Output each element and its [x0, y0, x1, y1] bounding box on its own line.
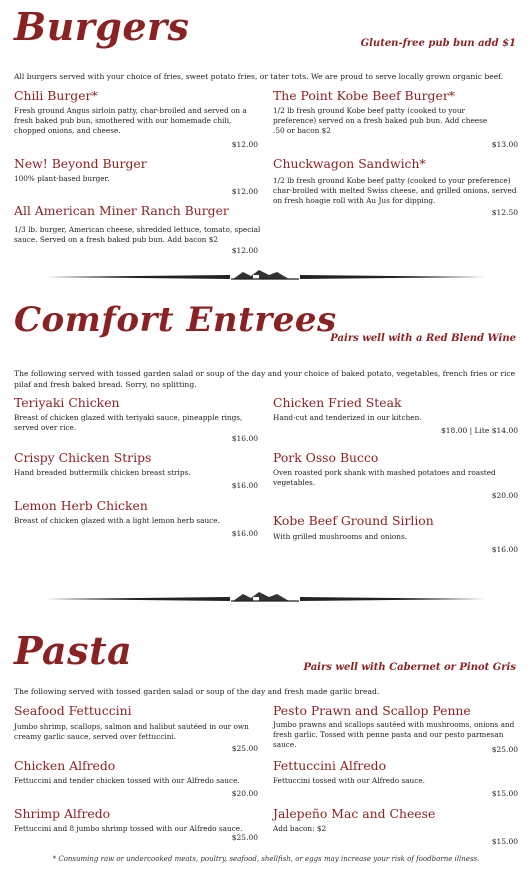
comfort-intro: The following served with tossed garden salad or soup of the day and your choice of baked potato, vegetables, french fries or rice pilaf and fresh baked bread. Sorry, no splitting. [14, 369, 516, 389]
menu-item-price: $15.00 [491, 789, 518, 798]
menu-item-desc: Fettuccini and 8 jumbo shrimp tossed with our Alfredo sauce. [14, 824, 243, 833]
menu-item-name: Seafood Fettuccini [14, 703, 132, 718]
menu-item-name: Chicken Fried Steak [273, 395, 402, 410]
mining-landscape-divider-icon [45, 268, 485, 282]
menu-item-price: $16.00 [231, 481, 258, 490]
menu-item-desc: 1/2 lb fresh ground Kobe beef patty (cooked to your preference) served on a fresh baked pub bun. Add cheese .50 or bacon $2 [273, 106, 488, 135]
menu-item-desc: Breast of chicken glazed with teriyaki sauce, pineapple rings, served over rice. [14, 413, 243, 432]
comfort-title: Comfort Entrees [14, 300, 337, 340]
menu-item-price: $18.00 | Lite $14.00 [441, 426, 518, 435]
menu-item-desc: Fettuccini tossed with our Alfredo sauce. [273, 776, 425, 785]
burgers-intro: All burgers served with your choice of fries, sweet potato fries, or tater tots. We are proud to serve locally grown organic beef. [14, 72, 504, 81]
menu-item-name: Pork Osso Bucco [273, 450, 379, 465]
menu-item-price: $16.00 [491, 545, 518, 554]
menu-item-price: $16.00 [231, 529, 258, 538]
menu-item-name: All American Miner Ranch Burger [14, 203, 229, 218]
menu-item-price: $25.00 [491, 745, 518, 754]
menu-item-desc: Oven roasted pork shank with mashed potatoes and roasted vegetables. [273, 468, 496, 487]
menu-item-desc: Add bacon: $2 [273, 824, 327, 833]
pasta-intro: The following served with tossed garden salad or soup of the day and fresh made garlic bread. [14, 687, 380, 696]
menu-item-price: $12.00 [231, 187, 258, 196]
burgers-title: Burgers [14, 4, 190, 49]
menu-item-name: The Point Kobe Beef Burger* [273, 88, 455, 103]
menu-item-desc: Hand breaded buttermilk chicken breast strips. [14, 468, 191, 477]
menu-item-name: Lemon Herb Chicken [14, 498, 148, 513]
menu-item-price: $12.00 [231, 246, 258, 255]
menu-item-desc: Breast of chicken glazed with a light lemon herb sauce. [14, 516, 220, 525]
mining-landscape-divider-icon [45, 590, 485, 604]
menu-item-desc: 1/2 lb fresh ground Kobe beef patty (cooked to your preference) char-broiled with melted Swiss cheese, and grilled onions, served on fresh hoagie roll with Au Jus for dipping. [273, 176, 517, 205]
menu-item-price: $12.00 [231, 140, 258, 149]
menu-item-name: Chicken Alfredo [14, 758, 116, 773]
menu-item-name: Teriyaki Chicken [14, 395, 120, 410]
menu-item-name: Shrimp Alfredo [14, 806, 111, 821]
menu-item-price: $20.00 [231, 789, 258, 798]
menu-item-name: Kobe Beef Ground Sirlion [273, 513, 434, 528]
menu-item-name: Pesto Prawn and Scallop Penne [273, 703, 471, 718]
menu-item-price: $15.00 [491, 837, 518, 846]
menu-item-desc: Fettuccini and tender chicken tossed with our Alfredo sauce. [14, 776, 240, 785]
menu-item-desc: With grilled mushrooms and onions. [273, 532, 408, 541]
pasta-title: Pasta [14, 628, 133, 673]
menu-item-price: $25.00 [231, 833, 258, 842]
pasta-tagline: Pairs well with Cabernet or Pinot Gris [303, 662, 516, 673]
menu-item-name: Fettuccini Alfredo [273, 758, 387, 773]
menu-item-price: $13.00 [491, 140, 518, 149]
menu-item-desc: Jumbo prawns and scallops sautéed with mushrooms, onions and fresh garlic. Tossed with penne pasta and our pesto parmesan sauce. [273, 720, 515, 749]
menu-item-desc: 100% plant-based burger. [14, 174, 110, 183]
menu-item-name: Chili Burger* [14, 88, 98, 103]
burgers-tagline: Gluten-free pub bun add $1 [360, 38, 516, 49]
menu-item-price: $12.50 [491, 208, 518, 217]
menu-item-name: Crispy Chicken Strips [14, 450, 152, 465]
menu-item-desc: 1/3 lb. burger, American cheese, shredded lettuce, tomato, special sauce. Served on a fresh baked pub bun. Add bacon $2 [14, 225, 261, 244]
menu-item-price: $25.00 [231, 744, 258, 753]
menu-item-name: Jalepeño Mac and Cheese [273, 806, 436, 821]
menu-item-price: $16.00 [231, 434, 258, 443]
menu-item-desc: Hand-cut and tenderized in our kitchen. [273, 413, 422, 422]
menu-item-desc: Fresh ground Angus sirloin patty, char-broiled and served on a fresh baked pub bun, smothered with our homemade chili, chopped onions, and cheese. [14, 106, 247, 135]
comfort-tagline: Pairs well with a Red Blend Wine [330, 333, 516, 344]
allergy-footnote: * Consuming raw or undercooked meats, poultry, seafood, shellfish, or eggs may increase your risk of foodborne illness. [52, 855, 480, 863]
menu-item-desc: Jumbo shrimp, scallops, salmon and halibut sautéed in our own creamy garlic sauce, served over fettuccini. [14, 722, 249, 741]
menu-item-name: New! Beyond Burger [14, 156, 147, 171]
menu-item-name: Chuckwagon Sandwich* [273, 156, 426, 171]
menu-item-price: $20.00 [491, 491, 518, 500]
